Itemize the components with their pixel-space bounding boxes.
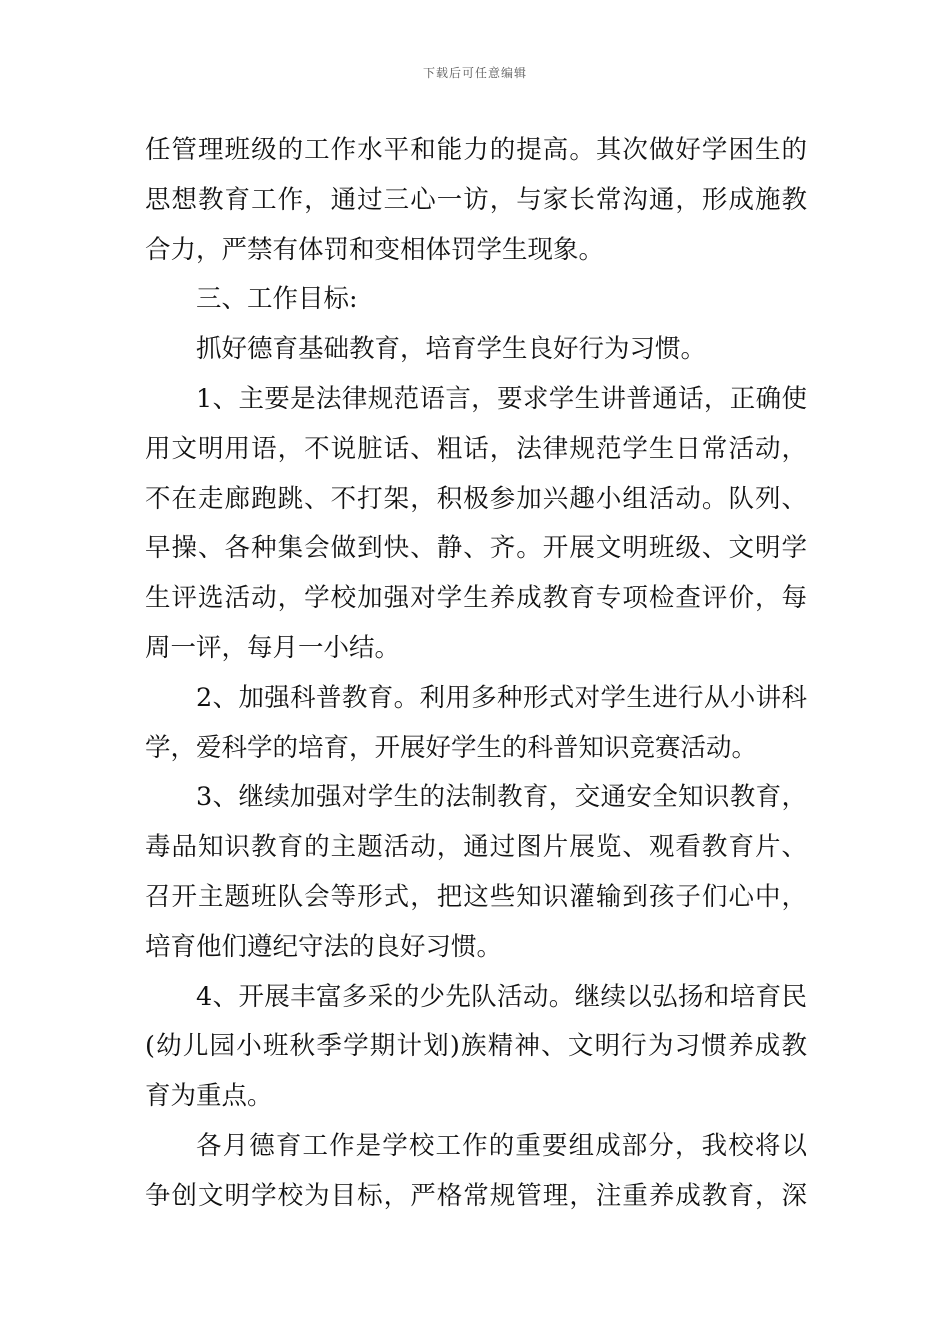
text-line: 毒品知识教育的主题活动，通过图片展览、观看教育片、 [145,832,807,863]
section-heading: 三、工作目标: [196,284,358,315]
text-line: 生评选活动，学校加强对学生养成教育专项检查评价，每 [145,583,807,614]
text-line: 召开主题班队会等形式，把这些知识灌输到孩子们心中， [145,881,807,912]
text-line: 学，爱科学的培育，开展好学生的科普知识竞赛活动。 [145,732,758,763]
text-line: 用文明用语，不说脏话、粗话，法律规范学生日常活动， [145,433,807,464]
text-line: 2、加强科普教育。利用多种形式对学生进行从小讲科 [196,682,807,713]
page-header-note: 下载后可任意编辑 [422,66,527,80]
text-line: 思想教育工作，通过三心一访，与家长常沟通，形成施教 [145,184,807,215]
text-line: 培育他们遵纪守法的良好习惯。 [145,931,503,962]
text-line: 4、开展丰富多采的少先队活动。继续以弘扬和培育民 [196,981,807,1012]
text-line: 3、继续加强对学生的法制教育，交通安全知识教育， [196,782,807,813]
text-line: 各月德育工作是学校工作的重要组成部分，我校将以 [196,1130,807,1161]
text-line: (幼儿园小班秋季学期计划)族精神、文明行为习惯养成教 [145,1031,807,1062]
text-line: 育为重点。 [145,1081,273,1112]
text-line: 不在走廊跑跳、不打架，积极参加兴趣小组活动。队列、 [145,483,807,514]
text-line: 争创文明学校为目标，严格常规管理，注重养成教育，深 [145,1180,807,1211]
text-line: 早操、各种集会做到快、静、齐。开展文明班级、文明学 [145,533,807,564]
document-body [145,126,807,1222]
text-line: 任管理班级的工作水平和能力的提高。其次做好学困生的 [145,135,807,165]
text-line: 周一评，每月一小结。 [145,632,401,663]
text-line: 1、主要是法律规范语言，要求学生讲普通话，正确使 [196,383,807,414]
text-line: 抓好德育基础教育，培育学生良好行为习惯。 [196,334,707,365]
text-line: 合力，严禁有体罚和变相体罚学生现象。 [145,234,605,265]
